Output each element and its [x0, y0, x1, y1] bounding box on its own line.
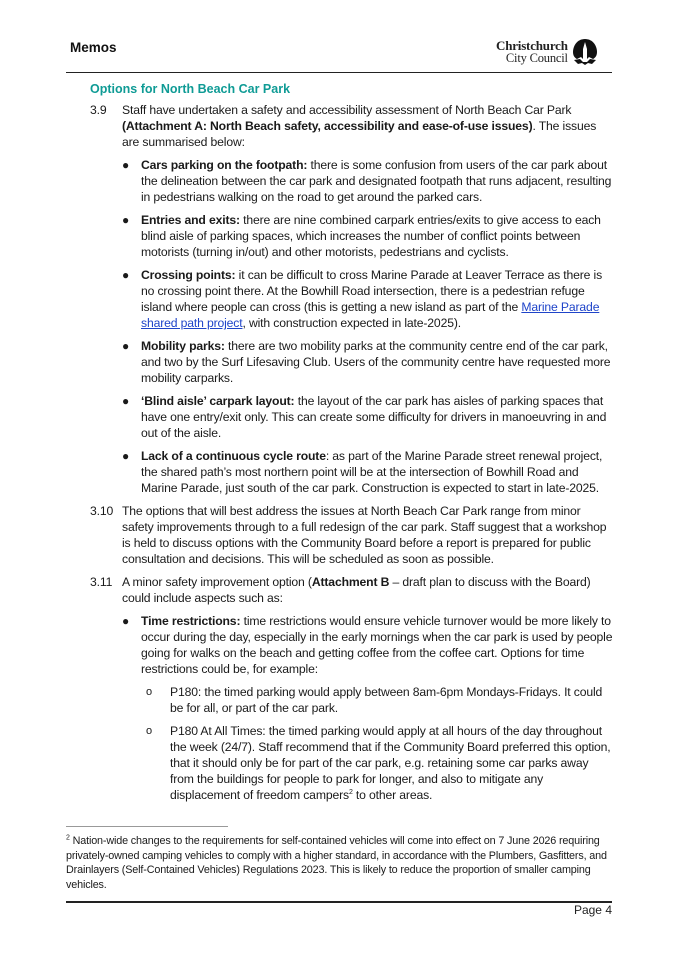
hollow-bullet-icon: o	[146, 686, 152, 698]
sub-list-item: o P180 At All Times: the timed parking would apply at all hours of the day throughout the week (24/7). Staff recommend that if the Community Board preferred this option, that it should only be for part of the car park, e.g. retaining some car parks away from the buildings for people to park for longer, and also to mitigate any displacement of freedom campers$^2$ to other areas.	[146, 724, 611, 802]
header-title: Memos	[70, 40, 117, 55]
council-logo	[496, 38, 598, 66]
list-item: ● Mobility parks: there are two mobility parks at the community centre end of the car park, and two by the Surf Lifesaving Club. Users of the community centre have requested more mobility carparks.	[122, 339, 611, 385]
cathedral-spire-icon	[572, 38, 598, 66]
bullet-icon: ●	[122, 449, 130, 463]
footnote: $^2$ Nation-wide changes to the requirements for self-contained vehicles will come into effect on 7 June 2026 requiring privately-owned camping vehicles to comply with a higher standard, in accordance with the Plumbers, Gasfitters, and Drainlayers (Self-Contained Vehicles) Regulations 2023. This is likely to reduce the proportion of smaller camping vehicles.	[66, 834, 607, 891]
list-item: ● Time restrictions: time restrictions would ensure vehicle turnover would be more likely to occur during the day, especially in the early mornings when the car park is used by people going for walks on the beach and getting coffee from the coffee cart. Options for time restrictions could be, for example:	[122, 614, 613, 676]
list-item: ● Cars parking on the footpath: there is some confusion from users of the car park about the delineation between the car park and designated footpath that runs adjacent, resulting in pedestrians walking on the road to get around the parked cars.	[122, 158, 612, 204]
paragraph-3-11: 3.11 A minor safety improvement option (Attachment B – draft plan to discuss with the Board) could include aspects such as:	[90, 575, 591, 605]
list-item: ● Lack of a continuous cycle route: as part of the Marine Parade street renewal project, the shared path’s most northern point will be at the intersection of Bowhill Road and Marine Parade, just south of the car park. Construction is expected to start in late-2025.	[122, 449, 603, 495]
paragraph-number: 3.11	[90, 575, 113, 589]
logo-line-2: City Council	[505, 51, 568, 65]
paragraph-number: 3.9	[90, 103, 107, 117]
logo-line-1: Christchurch	[496, 38, 568, 53]
page-number: Page 4	[573, 903, 612, 917]
footnote-separator	[66, 826, 228, 827]
bullet-icon: ●	[122, 268, 130, 282]
list-item: ● Entries and exits: there are nine combined carpark entries/exits to give access to each blind aisle of parking spaces, which increases the number of conflict points between motorists (turning in/out) and other motorists, pedestrians and cyclists.	[122, 213, 601, 259]
paragraph-3-9: 3.9 Staff have undertaken a safety and accessibility assessment of North Beach Car Park (Attachment A: North Beach safety, accessibility and ease-of-use issues). The issues are summarised below:	[90, 103, 597, 149]
bullet-icon: ●	[122, 394, 130, 408]
sub-list-item: o P180: the timed parking would apply between 8am-6pm Mondays-Fridays. It could be for all, or part of the car park.	[146, 685, 603, 715]
header-divider	[66, 72, 612, 73]
paragraph-3-10: 3.10 The options that will best address the issues at North Beach Car Park range from minor safety improvements through to a full redesign of the car park. Staff suggest that a workshop is held to discuss options with the Community Board before a report is prepared for public consultation and decisions. This will be scheduled as soon as possible.	[90, 504, 607, 566]
section-heading: Options for North Beach Car Park	[90, 82, 291, 96]
document-body	[0, 102, 675, 810]
hollow-bullet-icon: o	[146, 725, 152, 737]
list-item: ● ‘Blind aisle’ carpark layout: the layout of the car park has aisles of parking spaces that have one entry/exit only. This can create some difficulty for drivers in manoeuvring in and out of the aisle.	[122, 394, 607, 440]
attachment-a-reference: (Attachment A: North Beach safety, accessibility and ease-of-use issues)	[122, 119, 533, 133]
bullet-icon: ●	[122, 614, 130, 628]
paragraph-number: 3.10	[90, 504, 114, 518]
footer-divider	[66, 901, 612, 903]
bullet-icon: ●	[122, 158, 130, 172]
bullet-icon: ●	[122, 339, 130, 353]
footnote-reference[interactable]: 2	[348, 788, 353, 796]
marine-parade-project-link[interactable]: Marine Parade shared path project	[141, 300, 600, 330]
attachment-b-reference: Attachment B	[311, 575, 390, 589]
list-item: ● Crossing points: it can be difficult to cross Marine Parade at Leaver Terrace as there is no crossing point there. At the Bowhill Road intersection, there is a pedestrian refuge island where people can cross (this is getting a new island as part of the Marine Parade shared path project, with construction expected in late-2025).	[122, 268, 603, 330]
bullet-icon: ●	[122, 213, 130, 227]
footnote-marker: 2	[66, 834, 70, 842]
